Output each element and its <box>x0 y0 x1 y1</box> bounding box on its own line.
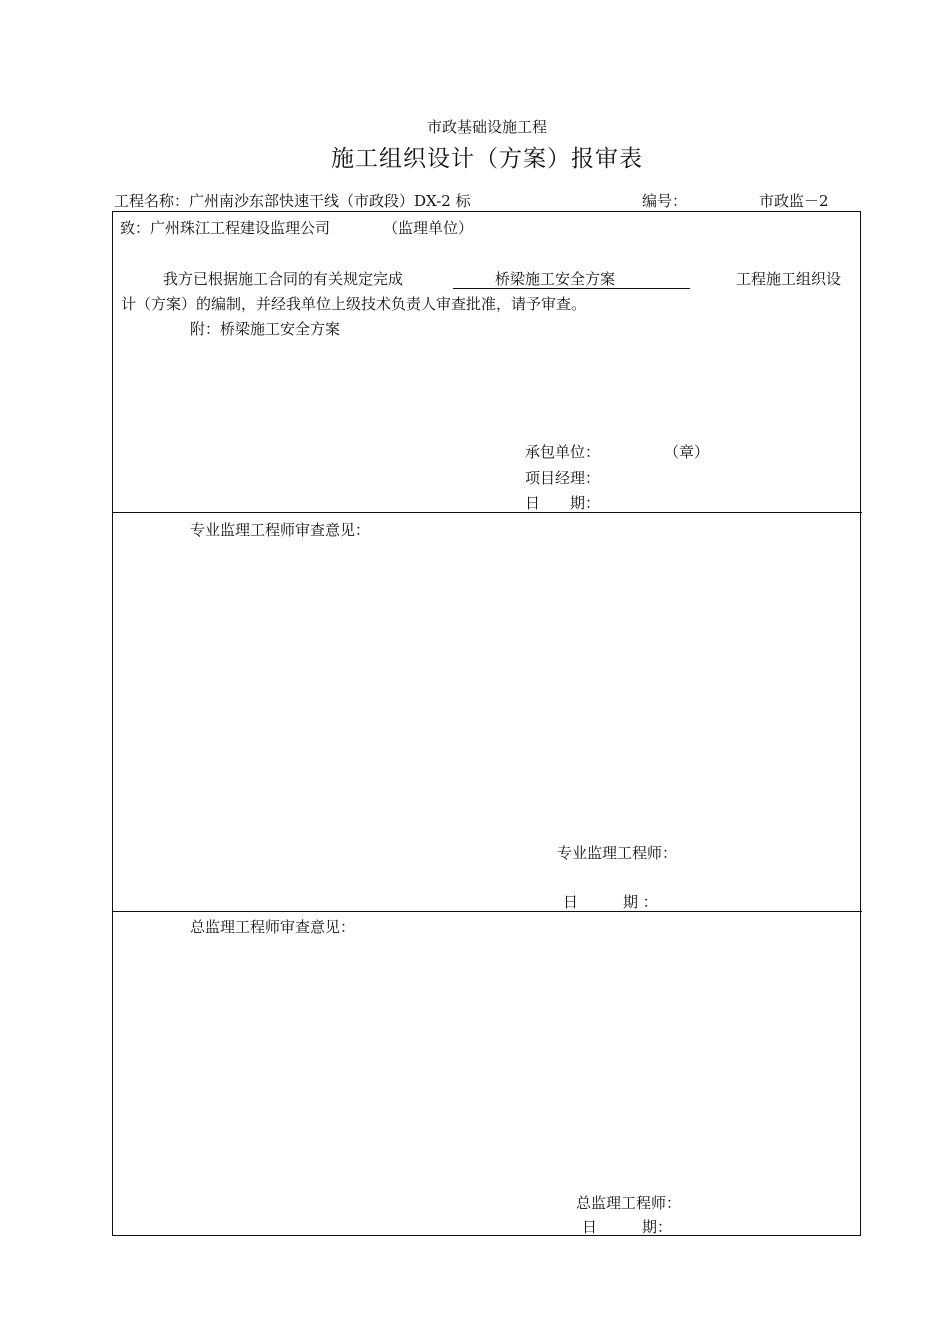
engineer-signer-label: 专业监理工程师： <box>557 844 678 862</box>
to-company: 广州珠江工程建设监理公司 <box>150 219 331 237</box>
project-label: 工程名称： <box>114 192 190 210</box>
contractor-date-label: 日 期： <box>525 494 601 512</box>
divider-1 <box>112 512 862 513</box>
form-title: 施工组织设计（方案）报审表 <box>331 146 643 172</box>
engineer-date-label: 日 期 ： <box>563 893 658 911</box>
attachment-note: 附：桥梁施工安全方案 <box>190 320 341 338</box>
recipient-row <box>120 217 330 238</box>
project-manager-label: 项目经理： <box>525 469 601 487</box>
body-line2: 计（方案）的编制，并经我单位上级技术负责人审查批准，请予审查。 <box>121 295 587 313</box>
approval-form-table <box>112 211 861 1236</box>
project-name-row <box>114 190 471 211</box>
number-label: 编号： <box>642 192 688 210</box>
chief-opinion-label: 总监理工程师审查意见： <box>190 918 356 936</box>
recipient-note: （监理单位） <box>383 219 474 237</box>
engineer-opinion-label: 专业监理工程师审查意见： <box>190 521 371 539</box>
body-suffix: 工程施工组织设 <box>736 270 842 288</box>
form-category: 市政基础设施工程 <box>426 118 547 136</box>
seal-label: （章） <box>664 443 710 461</box>
divider-2 <box>112 911 862 912</box>
plan-name-field <box>453 268 690 289</box>
body-prefix: 我方已根据施工合同的有关规定完成 <box>163 270 404 288</box>
project-name: 广州南沙东部快速干线（市政段）DX-2 标 <box>189 192 471 210</box>
chief-signer-label: 总监理工程师： <box>576 1194 682 1212</box>
chief-date-label: 日 期： <box>582 1218 673 1236</box>
number-value: 市政监－2 <box>759 192 829 210</box>
to-label: 致： <box>120 219 151 237</box>
plan-name: 桥梁施工安全方案 <box>453 270 690 289</box>
contractor-unit-label: 承包单位： <box>525 443 601 461</box>
